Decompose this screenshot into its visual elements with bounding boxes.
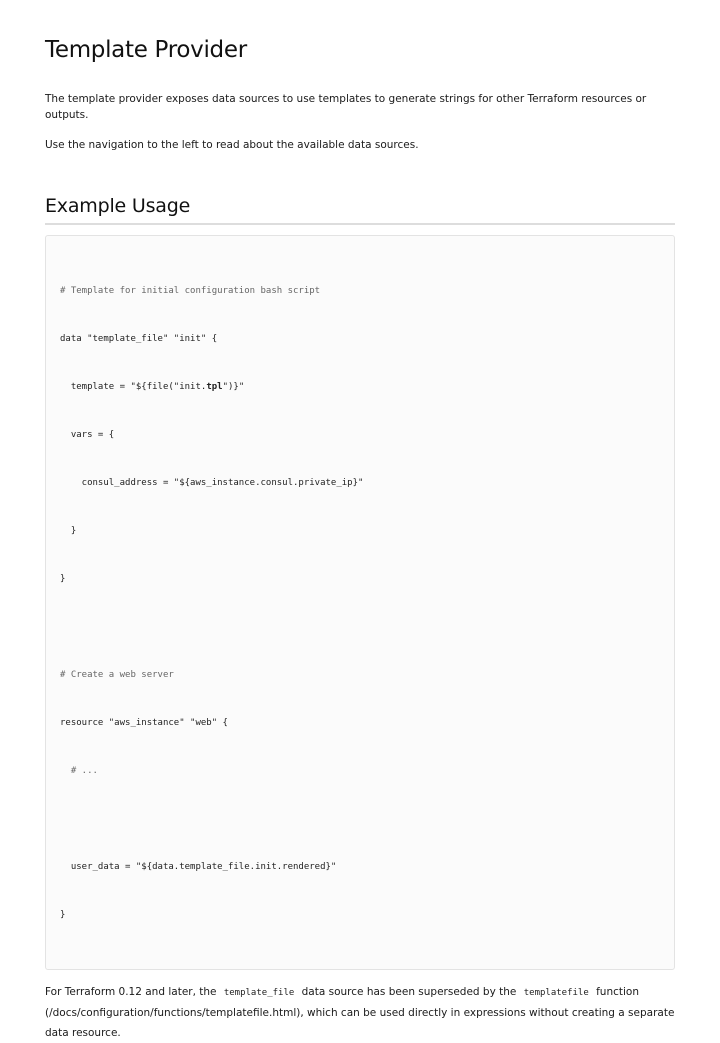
code-line: } [60, 574, 66, 584]
note-middle: data source has been superseded by the [301, 986, 517, 998]
code-line: consul_address = "${aws_instance.consul.private_ip}" [60, 478, 364, 488]
code-line: # ... [60, 766, 98, 776]
navigation-note: Use the navigation to the left to read about the available data sources. [45, 139, 419, 151]
main-content [45, 0, 675, 1043]
code-line: # Create a web server [60, 670, 174, 680]
deprecation-note [45, 982, 675, 1043]
code-segment: tpl [206, 382, 223, 392]
page-title: Template Provider [45, 37, 247, 63]
code-line: # Template for initial configuration bash script [60, 286, 321, 296]
templatefile-code: templatefile [523, 988, 589, 998]
code-line: vars = { [60, 430, 115, 440]
template-file-code: template_file [223, 988, 295, 998]
code-segment: template = "${file("init. [60, 382, 207, 392]
code-line [60, 811, 660, 827]
intro-paragraph: The template provider exposes data sources to use templates to generate strings for other Terraform resources or outputs. [45, 93, 647, 121]
code-line: data "template_file" "init" { [60, 334, 218, 344]
note-prefix: For Terraform 0.12 and later, the [45, 986, 217, 998]
code-line: } [60, 526, 77, 536]
code-line [60, 619, 660, 635]
code-line [60, 379, 660, 395]
code-line: } [60, 910, 66, 920]
code-line: resource "aws_instance" "web" { [60, 718, 228, 728]
note-suffix: function (/docs/configuration/functions/templatefile.html), which can be used directly in expressions without creating a separate data resource. [45, 986, 675, 1039]
code-line: user_data = "${data.template_file.init.rendered}" [60, 862, 337, 872]
code-segment: ")}" [222, 382, 245, 392]
example-usage-heading: Example Usage [45, 193, 675, 225]
code-block[interactable] [45, 235, 675, 970]
